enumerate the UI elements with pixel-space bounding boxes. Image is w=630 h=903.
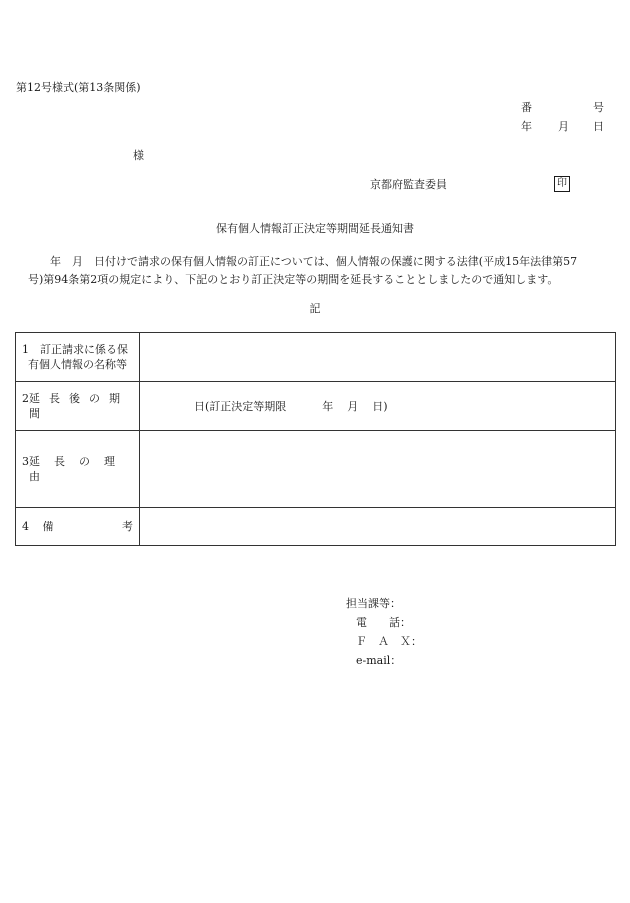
body-paragraph (28, 253, 618, 289)
row-label-period (16, 382, 140, 431)
date-day-label: 日 (593, 120, 604, 133)
row-label-reason (16, 431, 140, 508)
row-value-name[interactable] (140, 333, 616, 382)
row-label-text: 延長後の期間 (29, 392, 129, 420)
document-number-label: 番 (521, 101, 532, 114)
table-row (16, 382, 616, 431)
document-number-suffix: 号 (593, 101, 604, 114)
body-line-2: 号)第94条第2項の規定により、下記のとおり訂正決定等の期間を延長することとしましたので通知します。 (28, 273, 559, 286)
row-value-period[interactable] (140, 382, 616, 431)
row-label-remarks (16, 508, 140, 546)
row-label-line: 有個人情報の名称等 (28, 358, 127, 371)
details-table (15, 332, 616, 546)
row-number: 2 (22, 392, 29, 405)
row-label-line: 1 訂正請求に係る保 (22, 343, 128, 356)
addressee-suffix: 様 (133, 149, 144, 162)
row-label-name (16, 333, 140, 382)
table-row (16, 333, 616, 382)
contact-tel: 電 話： (356, 616, 411, 629)
period-month-label: 月 (347, 399, 359, 413)
table-row (16, 508, 616, 546)
contact-block (346, 594, 422, 670)
row-label-text: 備 (42, 520, 54, 533)
sender-name: 京都府監査委員 (370, 178, 447, 191)
period-year-label: 年 (322, 399, 334, 413)
contact-dept: 担当課等： (346, 597, 401, 610)
period-day-text: 日(訂正決定等期限 (194, 399, 287, 413)
seal-mark: 印 (554, 176, 570, 192)
row-value-reason[interactable] (140, 431, 616, 508)
row-value-remarks[interactable] (140, 508, 616, 546)
row-label-text: 延長の理由 (29, 455, 129, 483)
table-row (16, 431, 616, 508)
body-line-1: 年 月 日付けで請求の保有個人情報の訂正については、個人情報の保護に関する法律(平成15年法律第57 (50, 255, 578, 268)
row-number: 4 (22, 520, 29, 533)
row-number: 3 (22, 455, 29, 468)
ki-heading: 記 (309, 302, 321, 315)
form-code: 第12号様式(第13条関係) (16, 81, 141, 94)
date-month-label: 月 (558, 120, 569, 133)
contact-fax: Ｆ Ａ Ｘ： (356, 635, 422, 648)
contact-email: e-mail： (356, 654, 402, 667)
period-day-label: 日) (372, 399, 388, 413)
document-title: 保有個人情報訂正決定等期間延長通知書 (216, 222, 414, 235)
row-label-text: 考 (122, 520, 133, 533)
date-year-label: 年 (521, 120, 532, 133)
